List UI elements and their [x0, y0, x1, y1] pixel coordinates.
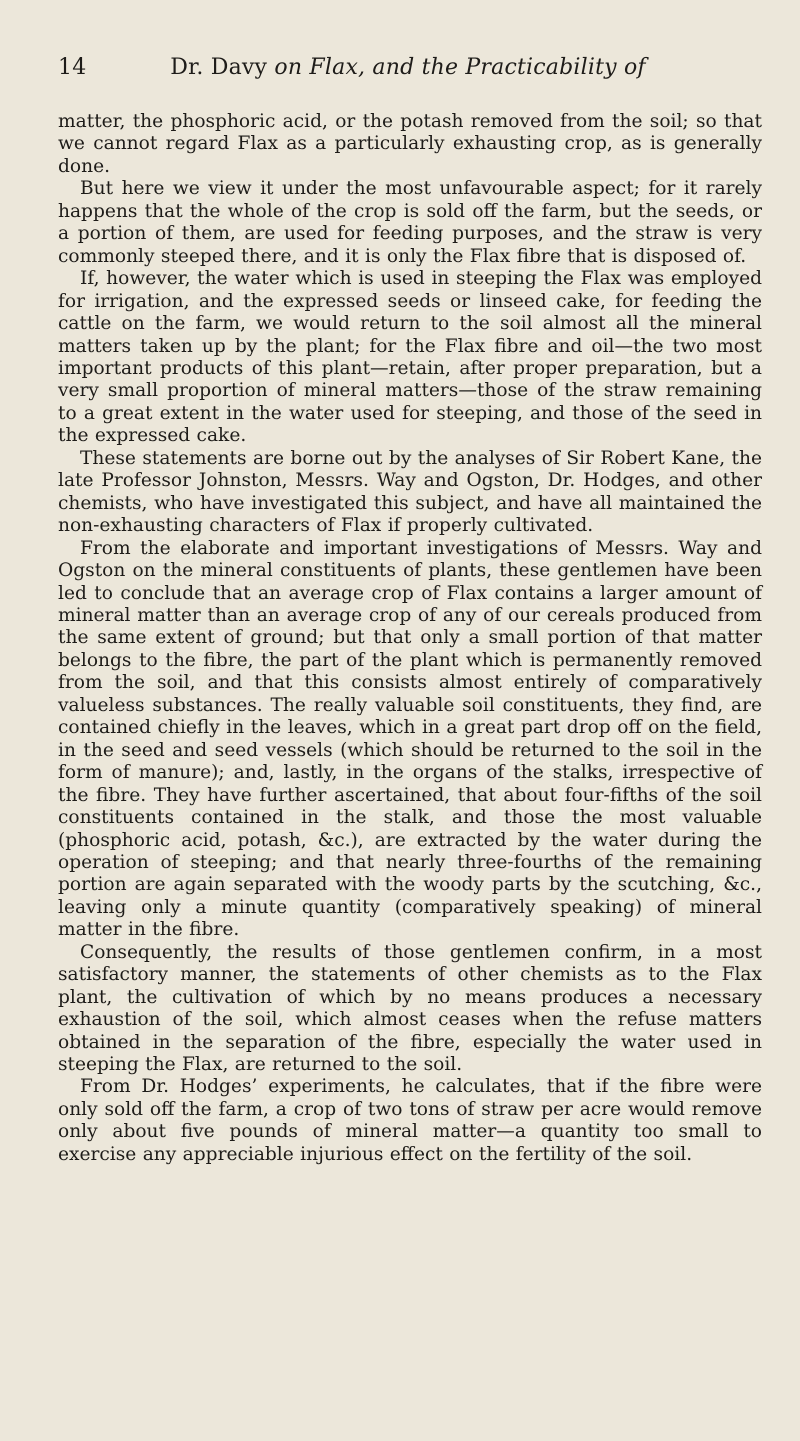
paragraph: If, however, the water which is used in steeping the Flax was employed for irrigation, and the expressed seeds or linseed cake, for feeding the cattle on the farm, we would return to the soil almost all the mineral matters taken up by the plant; for the Flax fibre and oil—the two most important products of this plant—retain, after proper preparation, but a very small proportion of mineral matters—those of the straw remaining to a great extent in the water used for steeping, and those of the seed in the expressed cake. — [58, 268, 762, 447]
paragraph: These statements are borne out by the analyses of Sir Robert Kane, the late Professor Johnston, Messrs. Way and Ogston, Dr. Hodges, and other chemists, who have investigated this subject, and have all maintained the non-exhausting characters of Flax if properly cultivated. — [58, 447, 762, 537]
paragraph-continued: matter, the phosphoric acid, or the potash removed from the soil; so that we cannot regard Flax as a particularly exhausting crop, as is generally done. — [58, 111, 762, 177]
paragraph: But here we view it under the most unfavourable aspect; for it rarely happens that the whole of the crop is sold off the farm, but the seeds, or a portion of them, are used for feeding purposes, and the straw is very commonly steeped there, and it is only the Flax fibre that is disposed of. — [58, 178, 762, 267]
running-title-connector: on — [274, 55, 303, 80]
paragraph: Consequently, the results of those gentlemen confirm, in a most satisfactory manner, the statements of other chemists as to the Flax plant, the cultivation of which by no means produces a necessary exhaustion of the soil, which almost ceases when the refuse matters obtained in the separation of the fibre, especially the water used in steeping the Flax, are returned to the soil. — [58, 941, 762, 1076]
running-title — [58, 48, 758, 88]
running-title-italic: Flax, and the Practicability of — [309, 55, 646, 80]
paragraph: From the elaborate and important investigations of Messrs. Way and Ogston on the mineral constituents of plants, these gentlemen have been led to conclude that an average crop of Flax contains a larger amount of mineral matter than an average crop of any of our cereals produced from the same extent of ground; but that only a small portion of that matter belongs to the fibre, the part of the plant which is permanently removed from the soil, and that this consists almost entirely of comparatively valueless substances. The really valuable soil constituents, they find, are contained chiefly in the leaves, which in a great part drop off on the field, in the seed and seed vessels (which should be returned to the soil in the form of manure); and, lastly, in the organs of the stalks, irrespective of the fibre. They have further ascertained, that about four-fifths of the soil constituents contained in the stalk, and those the most valuable (phosphoric acid, potash, &c.), are extracted by the water during the operation of steeping; and that nearly three-fourths of the remaining portion are again separated with the woody parts by the scutching, &c., leaving only a minute quantity (comparatively speaking) of mineral matter in the fibre. — [58, 537, 762, 941]
running-header — [58, 48, 758, 88]
paragraph: From Dr. Hodges’ experiments, he calculates, that if the fibre were only sold off the farm, a crop of two tons of straw per acre would remove only about five pounds of mineral matter—a quantity too small to exercise any appreciable injurious effect on the fertility of the soil. — [58, 1076, 762, 1165]
page-number: 14 — [58, 55, 87, 80]
body-text — [58, 111, 762, 1166]
running-title-author: Dr. Davy — [170, 55, 268, 80]
